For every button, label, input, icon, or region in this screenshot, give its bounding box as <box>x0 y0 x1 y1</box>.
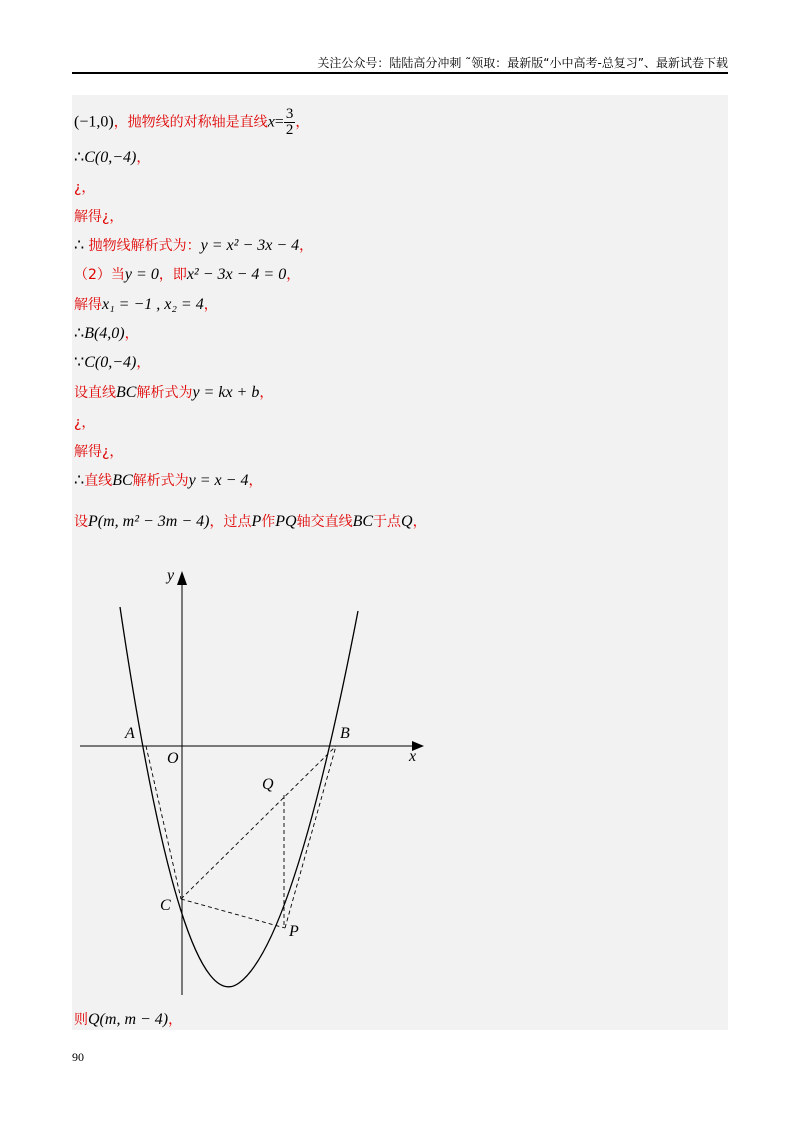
line-1 <box>74 107 309 138</box>
line-bc: BC <box>116 384 137 401</box>
punct: ， <box>259 385 274 401</box>
segment-pq: PQ <box>275 513 297 530</box>
line-text: 直线 <box>84 473 113 489</box>
fraction-num: 3 <box>285 106 294 122</box>
label-o: O <box>167 750 179 767</box>
line-11: ¿， <box>74 415 96 431</box>
line-9 <box>74 354 150 372</box>
segment-pb <box>285 746 336 928</box>
parabola-figure <box>72 555 452 1005</box>
punct: ， <box>124 326 139 342</box>
analytic-text: 解析式为 <box>136 385 193 401</box>
segment-cp <box>181 899 285 928</box>
punct: ， <box>299 238 314 254</box>
point-p-coord: P(m, m² − 3m − 4) <box>88 513 210 530</box>
segment-cb <box>181 746 336 899</box>
through-text: ，过点 <box>209 514 252 530</box>
line-15 <box>74 1011 182 1029</box>
set-line-text: 设直线 <box>74 385 116 401</box>
ie-text: ，即 <box>158 267 187 283</box>
line-10 <box>74 384 273 402</box>
therefore-symbol: ∴ <box>74 325 85 342</box>
part2-text: （2）当 <box>74 267 125 283</box>
parabola-eq: y = x² − 3x − 4 <box>200 237 300 254</box>
at-point-text: 于点 <box>373 514 402 530</box>
punct: ， <box>168 1012 183 1028</box>
therefore-symbol: ∴ <box>74 472 85 489</box>
label-q: Q <box>262 776 274 793</box>
line-5 <box>74 237 313 255</box>
page-number: 90 <box>72 1050 84 1064</box>
punct: ， <box>136 355 151 371</box>
line-6 <box>74 266 300 284</box>
label-c: C <box>160 897 171 914</box>
therefore-symbol: ∴ <box>74 149 85 166</box>
line-12: 解得¿， <box>74 444 124 460</box>
punct: ， <box>136 150 151 166</box>
set-text: 设 <box>74 514 88 530</box>
label-y: y <box>167 567 175 584</box>
line-14 <box>74 513 427 531</box>
roots: x₁ = −1 , x₂ = 4 <box>102 296 204 313</box>
line-4: 解得¿， <box>74 209 124 225</box>
axis-cross-text: 轴交直线 <box>296 514 353 530</box>
quadratic-eq: x² − 3x − 4 = 0 <box>186 266 287 283</box>
punct: ， <box>286 267 301 283</box>
parabola-text: 抛物线解析式为： <box>84 238 201 254</box>
line-7 <box>74 296 218 314</box>
line-bc: BC <box>112 472 133 489</box>
fraction-den: 2 <box>285 122 294 138</box>
label-b: B <box>340 725 350 742</box>
line-3: ¿， <box>74 180 96 196</box>
fraction <box>284 107 296 138</box>
point-b: B(4,0) <box>84 325 125 342</box>
punct: ， <box>203 297 218 313</box>
punct: ， <box>412 514 427 530</box>
label-a: A <box>125 725 135 742</box>
point-p: P <box>251 513 262 530</box>
point-q-coord: Q(m, m − 4) <box>88 1011 169 1028</box>
y-zero: y = 0 <box>124 266 159 283</box>
equals: = <box>274 113 284 131</box>
parabola-curve <box>120 607 358 987</box>
point-c: C(0,−4) <box>84 149 137 166</box>
segment-ac <box>146 746 181 899</box>
point-a-coord: (−1,0) <box>74 113 114 131</box>
linear-eq: y = kx + b <box>192 384 260 401</box>
label-p: P <box>289 923 299 940</box>
because-symbol: ∵ <box>74 354 85 371</box>
y-axis-arrow <box>177 571 187 585</box>
solve-text: 解得 <box>74 297 102 313</box>
axis-text: ，抛物线的对称轴是直线 <box>113 114 268 131</box>
var-x: x <box>267 113 275 131</box>
punct: ， <box>295 114 310 131</box>
then-text: 则 <box>74 1012 88 1028</box>
point-q: Q <box>401 513 413 530</box>
line-8 <box>74 325 139 343</box>
header-rule <box>72 72 728 74</box>
page-header: 关注公众号：陆陆高分冲刺 ˜领取：最新版“小中高考-总复习”、最新试卷下载 <box>317 56 728 70</box>
label-x: x <box>409 748 417 765</box>
point-c: C(0,−4) <box>84 354 137 371</box>
line-bc: BC <box>352 513 374 530</box>
therefore-symbol: ∴ <box>74 237 85 254</box>
line-13 <box>74 472 262 490</box>
line-2 <box>74 149 150 167</box>
analytic-text: 解析式为 <box>132 473 189 489</box>
bc-eq: y = x − 4 <box>188 472 249 489</box>
punct: ， <box>248 473 263 489</box>
draw-text: 作 <box>261 514 276 530</box>
